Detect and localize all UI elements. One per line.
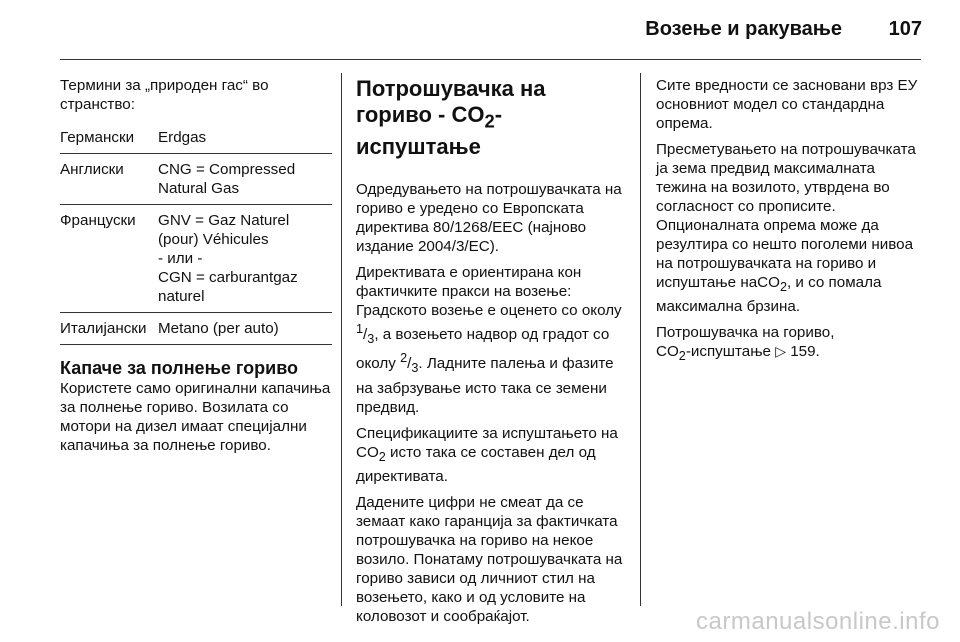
emission-spec-paragraph [356,424,626,486]
language-cell: Италијански [60,313,158,345]
column-middle [356,76,626,626]
table-row [60,205,332,313]
column-divider-1 [341,73,342,606]
watermark: carmanualsonline.info [696,608,940,635]
gas-terms-intro: Термини за „природен гас“ во странство: [60,77,269,113]
text-part: Потрошувачка на гориво, [656,324,835,342]
language-cell: Англиски [60,154,158,205]
fuel-cap-heading: Капаче за полнење гориво [60,358,299,378]
table-row [60,313,332,345]
fraction-denominator: 3 [367,332,375,347]
subscript: 2 [779,280,787,295]
term-cell: CNG = Compressed Natural Gas [158,154,332,205]
page-number: 107 [888,18,922,40]
fraction-denominator: 3 [411,361,419,376]
term-cell: Erdgas [158,122,332,154]
cross-reference-paragraph [656,323,924,366]
language-cell: Француски [60,205,158,313]
fuel-cap-paragraph: Користете само оригинални капачиња за полнење гориво. Возилата со мотори на дизел имаат специјални капачиња за полнење гориво. [60,380,331,454]
heading-part: Потрошувачка на гориво - CO [356,76,546,127]
text-part: , и со помала максимална брзина. [656,274,882,316]
heading-part: -испуштање [356,102,503,160]
reference-page-link[interactable]: 159. [785,343,820,361]
text-part: . Ладните палења и фазите на забрзување исто така се земени предвид. [356,355,614,416]
subscript: 2 [378,449,386,464]
text-part: -испуштање [685,343,776,361]
heading-subscript: 2 [484,110,495,132]
term-cell: GNV = Gaz Naturel (pour) Véhicules - или - CGN = carburantgaz naturel [158,205,332,313]
column-right [656,76,924,366]
text-part: , а возењето надвор од градот со околу [356,326,610,373]
column-left [60,76,332,455]
header-divider [60,59,921,60]
base-model-paragraph: Сите вредности се засновани врз ЕУ основниот модел со стандардна опрема. [656,77,918,132]
page-header [0,0,960,60]
text-part: CO [656,343,679,361]
fraction-numerator: 1 [356,322,364,337]
calculation-paragraph [656,140,924,316]
text-part: Спецификациите за испуштањето на CO [356,424,618,461]
figures-disclaimer-paragraph: Дадените цифри не смеат да се земаат како гаранција за фактичката потрошувачка на гориво на некое возило. Понатаму потрошувачката на гориво зависи од личниот стил на возењето, како и од условите на коловозот и сообраќајот. [356,493,623,625]
text-part: Пресметувањето на потрошувачката ја зема предвид максималната тежина на возилото, утврдена во согласност со прописите. Опционалната опрема може да резултира со нешто поголеми нивоа на потрошувачката на гориво и испуштање наCO [656,141,916,291]
table-row [60,154,332,205]
page-title: Возење и ракување [645,18,842,40]
fraction-numerator: 2 [400,351,408,366]
text-part: Директивата е ориентирана кон фактичките пракси на возење: Градското возење е оценето со околу [356,264,622,320]
column-divider-2 [640,73,641,606]
table-row [60,122,332,154]
gas-terms-table [60,122,332,345]
term-cell: Metano (per auto) [158,313,332,345]
consumption-heading [356,76,626,160]
text-part: исто така се составен дел од директивата. [356,443,596,485]
subscript: 2 [678,349,686,364]
driving-practice-paragraph: Директивата е ориентирана кон фактичките пракси на возење: Градското возење е оценето со околу $^1/_3$, а возењето надвор од градот со околу $^2/_3$. Ладните палења и фазите на забрзување исто така се земени предвид. [356,264,622,416]
language-cell: Германски [60,122,158,154]
directive-paragraph: Одредувањето на потрошувачката на гориво е уредено со Европската директива 80/1268/EEC (најново издание 2004/3/EC). [356,181,622,256]
triangle-reference-icon[interactable]: ▷ [775,343,786,360]
